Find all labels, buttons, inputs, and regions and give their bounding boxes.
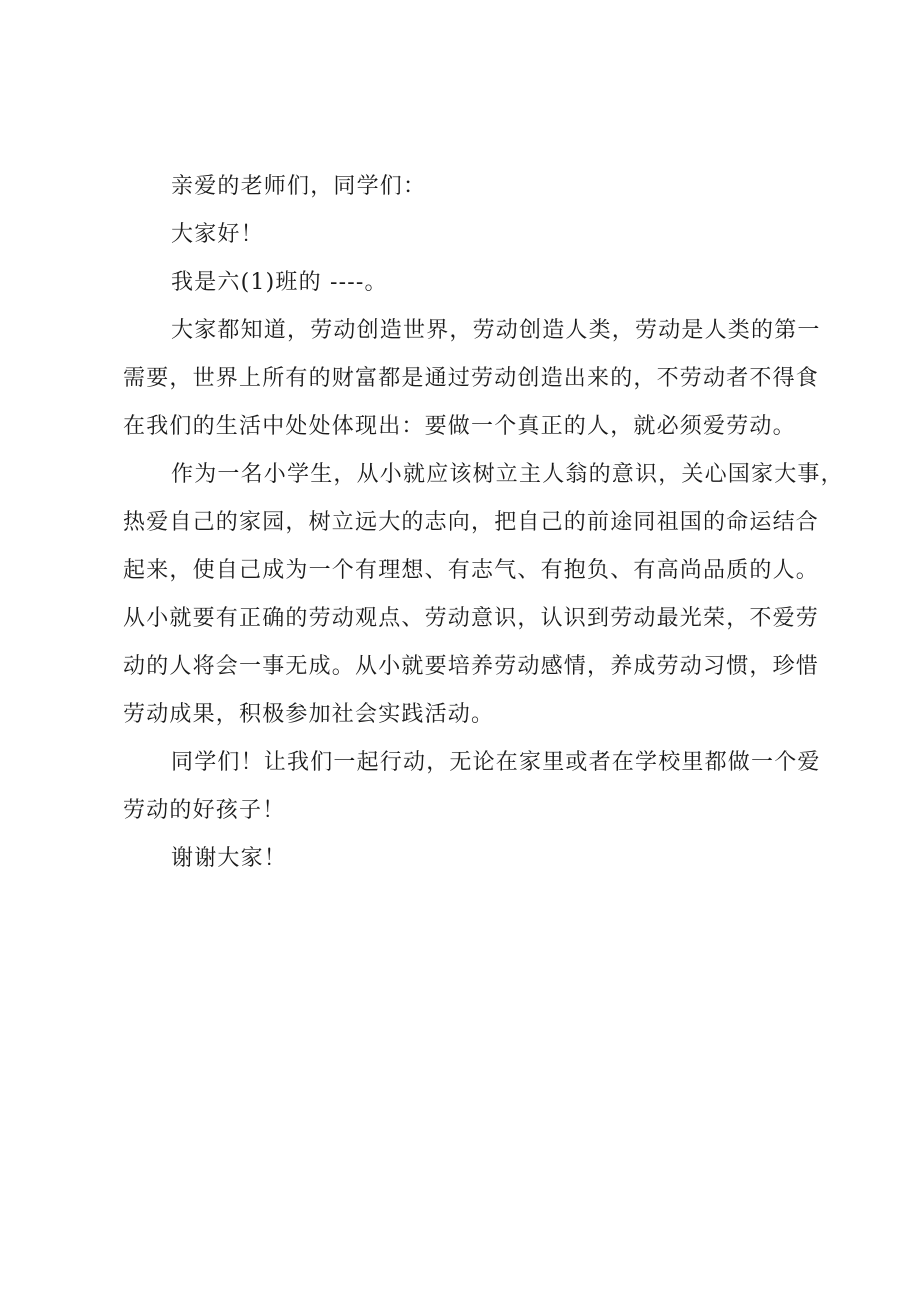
paragraph-line: 劳动成果，积极参加社会实践活动。 [123, 702, 495, 727]
paragraph-line: 热爱自己的家园，树立远大的志向，把自己的前途同祖国的命运结合 [123, 510, 820, 535]
paragraph-line: 作为一名小学生，从小就应该树立主人翁的意识，关心国家大事， [171, 462, 844, 487]
student-duty-paragraph [123, 456, 844, 744]
paragraph-line: 同学们！让我们一起行动，无论在家里或者在学校里都做一个爱 [171, 750, 821, 775]
paragraph-line: 劳动的好孩子！ [123, 798, 286, 823]
greeting: 大家好！ [171, 222, 264, 247]
paragraph-line: 起来，使自己成为一个有理想、有志气、有抱负、有高尚品质的人。 [123, 558, 820, 583]
closing-paragraph [123, 840, 823, 888]
greeting-paragraph [123, 216, 823, 264]
introduction-paragraph [123, 264, 823, 312]
introduction: 我是六(1)班的 ----。 [171, 270, 388, 295]
call-to-action-paragraph [123, 744, 823, 840]
closing: 谢谢大家！ [171, 846, 288, 871]
paragraph-line: 动的人将会一事无成。从小就要培养劳动感情，养成劳动习惯，珍惜 [123, 654, 820, 679]
paragraph-line: 从小就要有正确的劳动观点、劳动意识，认识到劳动最光荣，不爱劳 [123, 606, 820, 631]
salutation: 亲爱的老师们，同学们： [171, 174, 427, 199]
labor-paragraph [123, 312, 823, 456]
paragraph-line: 在我们的生活中处处体现出：要做一个真正的人，就必须爱劳动。 [123, 414, 796, 439]
salutation-paragraph [123, 168, 823, 216]
speech-body [123, 168, 844, 888]
paragraph-line: 大家都知道，劳动创造世界，劳动创造人类，劳动是人类的第一 [171, 318, 821, 343]
paragraph-line: 需要，世界上所有的财富都是通过劳动创造出来的，不劳动者不得食 [123, 366, 820, 391]
